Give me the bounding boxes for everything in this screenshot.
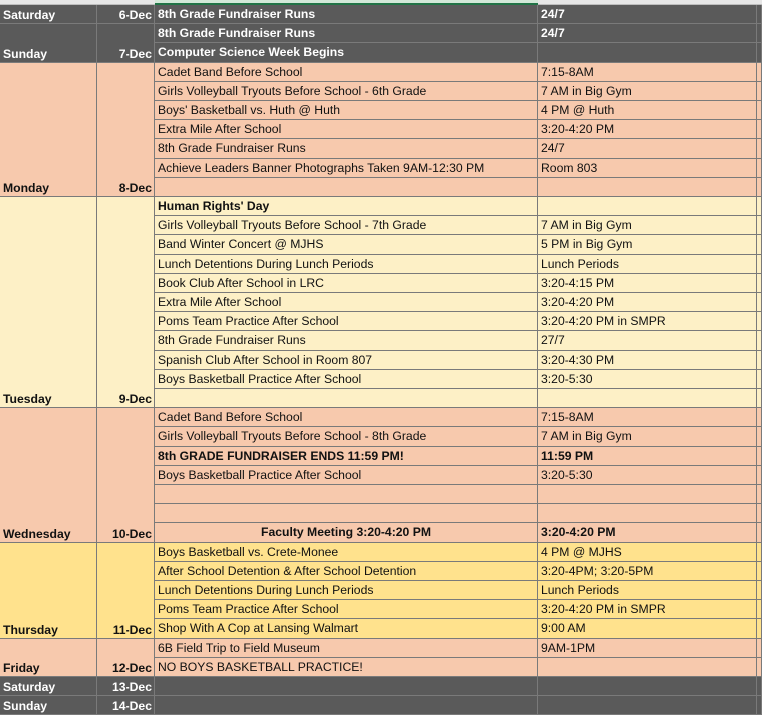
column-e-cell[interactable] — [757, 639, 762, 658]
event-cell[interactable]: Cadet Band Before School — [155, 408, 538, 427]
time-cell[interactable]: 7:15-8AM — [538, 63, 757, 82]
event-cell[interactable]: Band Winter Concert @ MJHS — [155, 235, 538, 255]
column-e-cell[interactable] — [757, 504, 762, 523]
day-name-cell[interactable]: Saturday — [0, 5, 97, 24]
event-cell[interactable] — [155, 504, 538, 523]
time-cell[interactable]: 27/7 — [538, 331, 757, 351]
event-cell[interactable] — [155, 178, 538, 197]
event-cell[interactable]: 8th Grade Fundraiser Runs — [155, 331, 538, 351]
event-cell[interactable]: Lunch Detentions During Lunch Periods — [155, 581, 538, 600]
event-cell[interactable]: 6B Field Trip to Field Museum — [155, 639, 538, 658]
event-cell[interactable]: Spanish Club After School in Room 807 — [155, 351, 538, 370]
column-e-cell[interactable] — [757, 5, 762, 24]
time-cell[interactable]: Lunch Periods — [538, 581, 757, 600]
column-e-cell[interactable] — [757, 82, 762, 101]
column-e-cell[interactable] — [757, 485, 762, 504]
time-cell[interactable] — [538, 178, 757, 197]
column-e-cell[interactable] — [757, 274, 762, 293]
event-cell[interactable] — [155, 696, 538, 715]
column-e-cell[interactable] — [757, 178, 762, 197]
event-cell[interactable]: After School Detention & After School Detention — [155, 562, 538, 581]
time-cell[interactable]: 3:20-4:30 PM — [538, 351, 757, 370]
day-name-cell[interactable]: Thursday — [0, 543, 97, 639]
column-e-cell[interactable] — [757, 466, 762, 485]
time-cell[interactable] — [538, 658, 757, 677]
column-e-cell[interactable] — [757, 389, 762, 408]
column-e-cell[interactable] — [757, 293, 762, 312]
event-cell[interactable]: Boys' Basketball vs. Huth @ Huth — [155, 101, 538, 120]
column-e-cell[interactable] — [757, 216, 762, 235]
event-cell[interactable] — [155, 485, 538, 504]
column-e-cell[interactable] — [757, 658, 762, 677]
column-e-cell[interactable] — [757, 24, 762, 43]
column-e-cell[interactable] — [757, 696, 762, 715]
event-cell[interactable]: Lunch Detentions During Lunch Periods — [155, 255, 538, 274]
time-cell[interactable]: 9AM-1PM — [538, 639, 757, 658]
column-e-cell[interactable] — [757, 543, 762, 562]
date-cell[interactable]: 12-Dec — [97, 639, 155, 677]
event-cell[interactable]: Human Rights' Day — [155, 197, 538, 216]
date-cell[interactable]: 14-Dec — [97, 696, 155, 715]
event-cell[interactable]: Girls Volleyball Tryouts Before School - 6th Grade — [155, 82, 538, 101]
event-cell[interactable]: Extra Mile After School — [155, 293, 538, 312]
event-cell[interactable]: Boys Basketball Practice After School — [155, 370, 538, 389]
time-cell[interactable]: 3:20-4:20 PM — [538, 120, 757, 139]
time-cell[interactable]: 3:20-4:20 PM in SMPR — [538, 600, 757, 619]
time-cell[interactable]: 7:15-8AM — [538, 408, 757, 427]
column-e-cell[interactable] — [757, 408, 762, 427]
day-name-cell[interactable]: Tuesday — [0, 197, 97, 408]
day-name-cell[interactable]: Wednesday — [0, 408, 97, 543]
event-cell[interactable]: NO BOYS BASKETBALL PRACTICE! — [155, 658, 538, 677]
column-e-cell[interactable] — [757, 139, 762, 159]
column-e-cell[interactable] — [757, 562, 762, 581]
date-cell[interactable]: 11-Dec — [97, 543, 155, 639]
event-cell[interactable] — [155, 389, 538, 408]
day-name-cell[interactable]: Monday — [0, 63, 97, 197]
event-cell[interactable]: 8th Grade Fundraiser Runs — [155, 139, 538, 159]
column-e-cell[interactable] — [757, 427, 762, 447]
event-cell[interactable]: 8th Grade Fundraiser Runs — [155, 24, 538, 43]
date-cell[interactable]: 13-Dec — [97, 677, 155, 696]
column-e-cell[interactable] — [757, 159, 762, 178]
date-cell[interactable]: 7-Dec — [97, 24, 155, 63]
event-cell[interactable]: Poms Team Practice After School — [155, 312, 538, 331]
time-cell[interactable]: 4 PM @ MJHS — [538, 543, 757, 562]
event-cell[interactable]: Girls Volleyball Tryouts Before School - 7th Grade — [155, 216, 538, 235]
column-e-cell[interactable] — [757, 600, 762, 619]
time-cell[interactable] — [538, 696, 757, 715]
time-cell[interactable] — [538, 504, 757, 523]
time-cell[interactable]: 11:59 PM — [538, 447, 757, 466]
time-cell[interactable]: 24/7 — [538, 24, 757, 43]
time-cell[interactable]: 3:20-4:20 PM in SMPR — [538, 312, 757, 331]
event-cell[interactable]: Achieve Leaders Banner Photographs Taken 9AM-12:30 PM — [155, 159, 538, 178]
column-e-cell[interactable] — [757, 677, 762, 696]
event-cell[interactable]: Book Club After School in LRC — [155, 274, 538, 293]
date-cell[interactable]: 6-Dec — [97, 5, 155, 24]
time-cell[interactable] — [538, 485, 757, 504]
time-cell[interactable]: 4 PM @ Huth — [538, 101, 757, 120]
time-cell[interactable]: 24/7 — [538, 139, 757, 159]
event-cell[interactable] — [155, 677, 538, 696]
column-e-cell[interactable] — [757, 581, 762, 600]
column-e-cell[interactable] — [757, 120, 762, 139]
time-cell[interactable]: 7 AM in Big Gym — [538, 82, 757, 101]
time-cell[interactable]: 3:20-5:30 — [538, 370, 757, 389]
time-cell[interactable] — [538, 43, 757, 63]
time-cell[interactable]: 3:20-4:20 PM — [538, 523, 757, 543]
time-cell[interactable]: 3:20-4PM; 3:20-5PM — [538, 562, 757, 581]
time-cell[interactable]: 3:20-5:30 — [538, 466, 757, 485]
column-e-cell[interactable] — [757, 43, 762, 63]
column-e-cell[interactable] — [757, 331, 762, 351]
time-cell[interactable]: 7 AM in Big Gym — [538, 427, 757, 447]
date-cell[interactable]: 8-Dec — [97, 63, 155, 197]
time-cell[interactable]: 3:20-4:15 PM — [538, 274, 757, 293]
event-cell[interactable]: Poms Team Practice After School — [155, 600, 538, 619]
column-e-cell[interactable] — [757, 255, 762, 274]
time-cell[interactable] — [538, 197, 757, 216]
time-cell[interactable]: 5 PM in Big Gym — [538, 235, 757, 255]
time-cell[interactable]: 7 AM in Big Gym — [538, 216, 757, 235]
time-cell[interactable]: 3:20-4:20 PM — [538, 293, 757, 312]
event-cell[interactable]: 8th Grade Fundraiser Runs — [155, 5, 538, 24]
event-cell[interactable]: Girls Volleyball Tryouts Before School - 8th Grade — [155, 427, 538, 447]
day-name-cell[interactable]: Friday — [0, 639, 97, 677]
column-e-cell[interactable] — [757, 447, 762, 466]
event-cell[interactable]: Boys Basketball Practice After School — [155, 466, 538, 485]
column-e-cell[interactable] — [757, 63, 762, 82]
day-name-cell[interactable]: Saturday — [0, 677, 97, 696]
event-cell[interactable]: Faculty Meeting 3:20-4:20 PM — [155, 523, 538, 543]
column-e-cell[interactable] — [757, 197, 762, 216]
time-cell[interactable] — [538, 389, 757, 408]
event-cell[interactable]: Cadet Band Before School — [155, 63, 538, 82]
event-cell[interactable]: 8th GRADE FUNDRAISER ENDS 11:59 PM! — [155, 447, 538, 466]
time-cell[interactable]: 24/7 — [538, 5, 757, 24]
date-cell[interactable]: 9-Dec — [97, 197, 155, 408]
time-cell[interactable] — [538, 677, 757, 696]
column-e-cell[interactable] — [757, 235, 762, 255]
time-cell[interactable]: 9:00 AM — [538, 619, 757, 639]
column-e-cell[interactable] — [757, 619, 762, 639]
column-e-cell[interactable] — [757, 370, 762, 389]
event-cell[interactable]: Computer Science Week Begins — [155, 43, 538, 63]
time-cell[interactable]: Room 803 — [538, 159, 757, 178]
column-e-cell[interactable] — [757, 101, 762, 120]
day-name-cell[interactable]: Sunday — [0, 24, 97, 63]
column-e-cell[interactable] — [757, 523, 762, 543]
column-e-cell[interactable] — [757, 351, 762, 370]
event-cell[interactable]: Extra Mile After School — [155, 120, 538, 139]
time-cell[interactable]: Lunch Periods — [538, 255, 757, 274]
date-cell[interactable]: 10-Dec — [97, 408, 155, 543]
day-name-cell[interactable]: Sunday — [0, 696, 97, 715]
event-cell[interactable]: Boys Basketball vs. Crete-Monee — [155, 543, 538, 562]
column-e-cell[interactable] — [757, 312, 762, 331]
event-cell[interactable]: Shop With A Cop at Lansing Walmart — [155, 619, 538, 639]
